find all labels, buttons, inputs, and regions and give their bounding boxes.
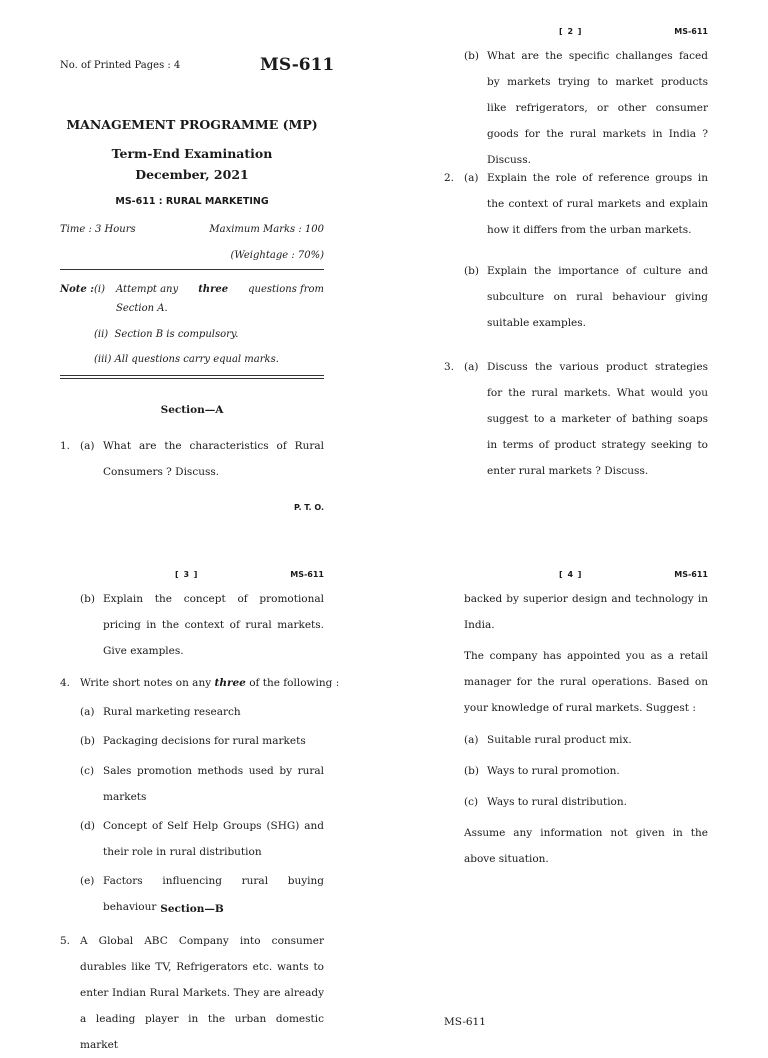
q4a-label: (a) [80, 706, 95, 718]
section-a-heading: Section—A [160, 404, 224, 416]
q4b-label: (b) [80, 735, 95, 747]
header-code: MS-611 [674, 570, 708, 579]
q4d-text: Concept of Self Help Groups (SHG) and their role in rural distribution [103, 820, 324, 858]
note-3: (iii) All questions carry equal marks. [94, 354, 279, 365]
q2-number: 2. [444, 172, 455, 184]
page-number: [ 3 ] [175, 570, 199, 579]
q5-paragraph-3: Assume any information not given in the above situation. [464, 827, 708, 865]
q3a-text: Discuss the various product strategies for the rural markets. What would you suggest to a marketer of bathing soaps in terms of product strategy seeking to enter rural markets ? Discuss. [487, 361, 708, 477]
q2a-text: Explain the role of reference groups in the context of rural markets and explain how it differs from the urban markets. [487, 172, 708, 236]
suggest-b-label: (b) [464, 765, 479, 777]
page-3 [0, 512, 384, 1051]
printed-pages: No. of Printed Pages : 4 [60, 60, 181, 71]
q4e-label: (e) [80, 875, 95, 887]
suggest-c-text: Ways to rural distribution. [487, 796, 627, 808]
q5-number: 5. [60, 935, 71, 947]
note-2: (ii) Section B is compulsory. [94, 329, 239, 340]
exam-date: December, 2021 [135, 167, 249, 182]
q4-text-bold: three [214, 677, 246, 689]
max-marks: Maximum Marks : 100 [209, 224, 324, 235]
q4c-text: Sales promotion methods used by rural markets [103, 765, 324, 803]
q4d-label: (d) [80, 820, 95, 832]
q4c-label: (c) [80, 765, 95, 777]
suggest-b-text: Ways to rural promotion. [487, 765, 620, 777]
pto: P. T. O. [294, 503, 324, 512]
note-label: Note : [60, 284, 94, 295]
q1-number: 1. [60, 440, 71, 452]
paper-code: MS-611 [260, 55, 335, 75]
q1a-label: (a) [80, 440, 95, 452]
header-code: MS-611 [290, 570, 324, 579]
suggest-a-label: (a) [464, 734, 479, 746]
footer-code: MS-611 [444, 1016, 486, 1028]
q1a-text: What are the characteristics of Rural Consumers ? Discuss. [103, 440, 324, 478]
note-1-a: Attempt any [116, 284, 179, 295]
weightage: (Weightage : 70%) [230, 250, 324, 261]
q4-text [80, 677, 339, 689]
q3b-text: Explain the concept of promotional pricing in the context of rural markets. Give examples. [103, 593, 324, 657]
section-b-heading: Section—B [160, 903, 224, 915]
q4-text-b: of the following : [249, 677, 340, 689]
q3a-label: (a) [464, 361, 479, 373]
note-1-num: (i) [94, 284, 106, 295]
q5-text: A Global ABC Company into consumer durables like TV, Refrigerators etc. wants to enter Indian Rural Markets. They are already a leading player in the urban domestic market [80, 935, 324, 1051]
suggest-c-label: (c) [464, 796, 479, 808]
note-1-c: Section A. [116, 303, 168, 314]
page-1 [0, 0, 384, 512]
time-allowed: Time : 3 Hours [60, 224, 136, 235]
q4e-text: Factors influencing rural buying behaviour [103, 875, 324, 913]
double-divider [60, 375, 324, 379]
programme-title: MANAGEMENT PROGRAMME (MP) [66, 117, 318, 132]
note-1 [116, 284, 324, 295]
header-code: MS-611 [674, 27, 708, 36]
divider [60, 269, 324, 270]
page-number: [ 2 ] [559, 27, 583, 36]
q3b-label: (b) [80, 593, 95, 605]
page-2 [384, 0, 768, 512]
q3-number: 3. [444, 361, 455, 373]
subject-title: MS-611 : RURAL MARKETING [115, 196, 269, 207]
q1b-text: What are the specific challanges faced by markets trying to market products like refrigerators, or other consumer goods for the rural markets in India ? Discuss. [487, 50, 708, 166]
q4-number: 4. [60, 677, 71, 689]
note-1-b: questions from [248, 284, 324, 295]
q4b-text: Packaging decisions for rural markets [103, 735, 306, 747]
q5-paragraph-2: The company has appointed you as a retail manager for the rural operations. Based on your knowledge of rural markets. Suggest : [464, 650, 708, 714]
q2b-label: (b) [464, 265, 479, 277]
q1b-label: (b) [464, 50, 479, 62]
q5-continued: backed by superior design and technology in India. [464, 593, 708, 631]
note-1-bold: three [198, 284, 229, 295]
q4a-text: Rural marketing research [103, 706, 241, 718]
page-number: [ 4 ] [559, 570, 583, 579]
exam-title: Term-End Examination [111, 146, 273, 161]
page-4 [384, 512, 768, 1028]
q2a-label: (a) [464, 172, 479, 184]
suggest-a-text: Suitable rural product mix. [487, 734, 632, 746]
q2b-text: Explain the importance of culture and subculture on rural behaviour giving suitable examples. [487, 265, 708, 329]
q4-text-a: Write short notes on any [80, 677, 212, 689]
